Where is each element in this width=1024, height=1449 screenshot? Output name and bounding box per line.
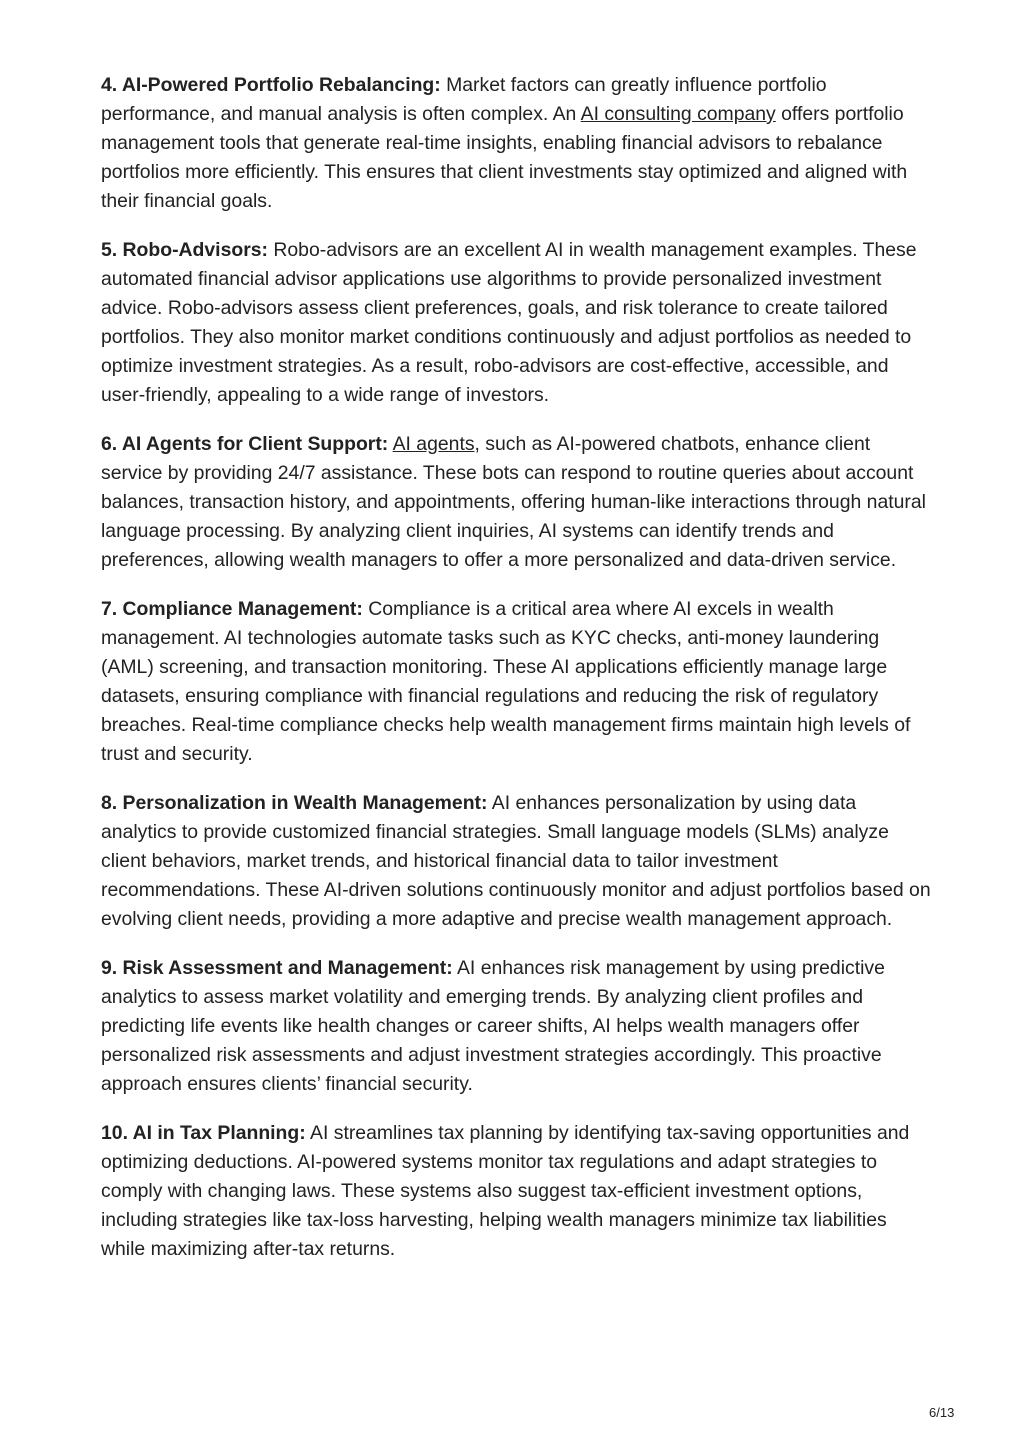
paragraph-text: AI enhances risk management by using predictive analytics to assess market volatility and emerging trends. By analyzing client profiles and predicting life events like health changes or career shifts, AI helps wealth managers offer personalized risk assessments and adjust investment strategies accordingly. This proactive approach ensures clients’ financial security. <box>101 957 885 1095</box>
paragraph-text: AI enhances personalization by using data analytics to provide customized financial strategies. Small language models (SLMs) analyze client behaviors, market trends, and historical financial data to tailor investment recommendations. These AI-driven solutions continuously monitor and adjust portfolios based on evolving client needs, providing a more adaptive and precise wealth management approach. <box>101 792 931 930</box>
paragraph-text: AI streamlines tax planning by identifying tax-saving opportunities and optimizing deductions. AI-powered systems monitor tax regulations and adapt strategies to comply with changing laws. These systems also suggest tax-efficient investment options, including strategies like tax-loss harvesting, helping wealth managers minimize tax liabilities while maximizing after-tax returns. <box>101 1122 910 1260</box>
paragraph-portfolio-rebalancing <box>101 71 931 216</box>
ai-consulting-company-link[interactable]: AI consulting company <box>580 103 776 125</box>
paragraph-heading: 9. Risk Assessment and Management: <box>101 957 453 979</box>
page-number: 6/13 <box>929 1405 955 1420</box>
paragraph-risk-assessment <box>101 954 931 1099</box>
ai-agents-link[interactable]: AI agents <box>392 433 475 455</box>
paragraph-heading: 4. AI-Powered Portfolio Rebalancing: <box>101 74 441 96</box>
paragraph-heading: 10. AI in Tax Planning: <box>101 1122 306 1144</box>
paragraph-text: Robo-advisors are an excellent AI in wealth management examples. These automated financial advisor applications use algorithms to provide personalized investment advice. Robo-advisors assess client preferences, goals, and risk tolerance to create tailored portfolios. They also monitor market conditions continuously and adjust portfolios as needed to optimize investment strategies. As a result, robo-advisors are cost-effective, accessible, and user-friendly, appealing to a wide range of investors. <box>101 239 917 406</box>
article-body <box>101 71 931 1284</box>
paragraph-robo-advisors <box>101 236 931 410</box>
paragraph-heading: 5. Robo-Advisors: <box>101 239 268 261</box>
paragraph-text: offers portfolio management tools that generate real-time insights, enabling financial advisors to rebalance portfolios more efficiently. This ensures that client investments stay optimized and aligned with their financial goals. <box>101 103 908 212</box>
paragraph-client-support <box>101 430 931 575</box>
paragraph-compliance <box>101 595 931 769</box>
paragraph-personalization <box>101 789 931 934</box>
paragraph-heading: 6. AI Agents for Client Support: <box>101 433 389 455</box>
paragraph-tax-planning <box>101 1119 931 1264</box>
paragraph-heading: 7. Compliance Management: <box>101 598 363 620</box>
paragraph-text: Compliance is a critical area where AI excels in wealth management. AI technologies automate tasks such as KYC checks, anti-money laundering (AML) screening, and transaction monitoring. These AI applications efficiently manage large datasets, ensuring compliance with financial regulations and reducing the risk of regulatory breaches. Real-time compliance checks help wealth management firms maintain high levels of trust and security. <box>101 598 911 765</box>
paragraph-heading: 8. Personalization in Wealth Management: <box>101 792 488 814</box>
paragraph-text: , such as AI-powered chatbots, enhance client service by providing 24/7 assistance. These bots can respond to routine queries about account balances, transaction history, and appointments, offering human-like interactions through natural language processing. By analyzing client inquiries, AI systems can identify trends and preferences, allowing wealth managers to offer a more personalized and data-driven service. <box>101 433 926 571</box>
paragraph-text: Market factors can greatly influence portfolio performance, and manual analysis is often complex. An <box>101 74 827 125</box>
